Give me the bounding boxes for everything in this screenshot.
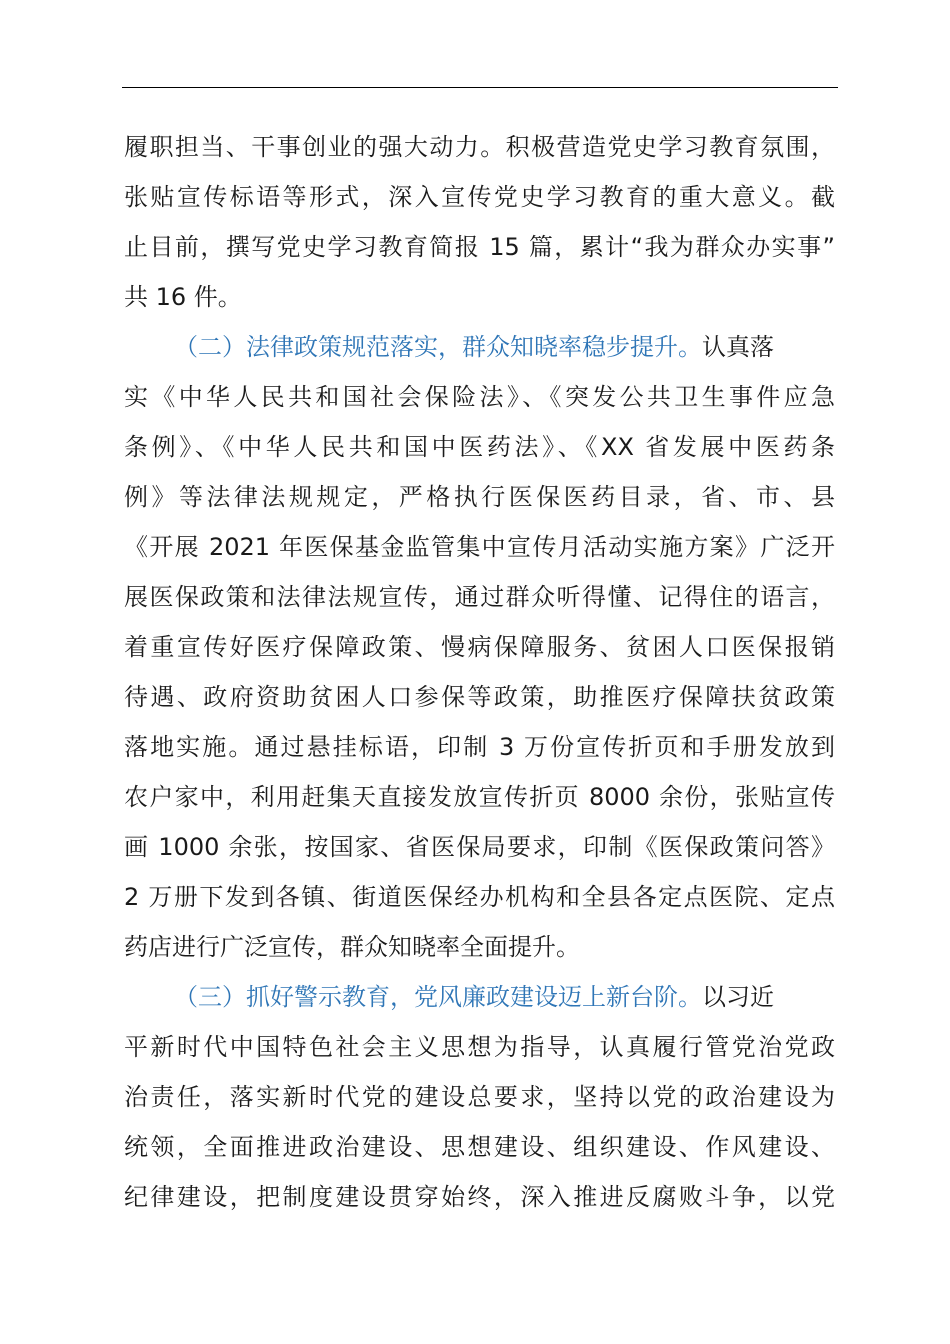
paragraph-line: 2 万册下发到各镇、街道医保经办机构和全县各定点医院、定点 [124,883,835,911]
paragraph-line: 平新时代中国特色社会主义思想为指导，认真履行管党治党政 [124,1033,835,1061]
paragraph-line: 条例》、《中华人民共和国中医药法》、《XX 省发展中医药条 [124,433,835,461]
header-rule [122,87,838,88]
section-3-heading: （三）抓好警示教育，党风廉政建设迈上新台阶。 [174,983,702,1011]
paragraph-line: 张贴宣传标语等形式，深入宣传党史学习教育的重大意义。截 [124,183,835,211]
paragraph-line: 展医保政策和法律法规宣传，通过群众听得懂、记得住的语言， [124,583,835,611]
section-2-first-line-text: 认真落 [702,333,774,361]
section-3-first-line-text: 以习近 [702,983,774,1011]
paragraph-line: 止目前，撰写党史学习教育简报 15 篇，累计“我为群众办实事” [124,233,835,261]
paragraph-line: 治责任，落实新时代党的建设总要求，坚持以党的政治建设为 [124,1083,835,1111]
paragraph-line: 履职担当、干事创业的强大动力。积极营造党史学习教育氛围， [124,133,835,161]
section-2-heading: （二）法律政策规范落实，群众知晓率稳步提升。 [174,333,702,361]
paragraph-line: 《开展 2021 年医保基金监管集中宣传月活动实施方案》广泛开 [124,533,835,561]
paragraph-line: 实《中华人民共和国社会保险法》、《突发公共卫生事件应急 [124,383,835,411]
paragraph-line: 纪律建设，把制度建设贯穿始终，深入推进反腐败斗争，以党 [124,1183,835,1211]
paragraph-line: 例》等法律法规规定，严格执行医保医药目录，省、市、县 [124,483,835,511]
section-3-first-line [174,982,774,1012]
paragraph-line: 共 16 件。 [124,283,242,311]
paragraph-line: 药店进行广泛宣传，群众知晓率全面提升。 [124,933,580,961]
paragraph-line: 画 1000 余张，按国家、省医保局要求，印制《医保政策问答》 [124,833,835,861]
paragraph-line: 待遇、政府资助贫困人口参保等政策，助推医疗保障扶贫政策 [124,683,835,711]
paragraph-line: 落地实施。通过悬挂标语，印制 3 万份宣传折页和手册发放到 [124,733,835,761]
paragraph-line: 着重宣传好医疗保障政策、慢病保障服务、贫困人口医保报销 [124,633,835,661]
section-2-first-line [174,332,774,362]
paragraph-line: 统领，全面推进政治建设、思想建设、组织建设、作风建设、 [124,1133,835,1161]
paragraph-line: 农户家中，利用赶集天直接发放宣传折页 8000 余份，张贴宣传 [124,783,835,811]
